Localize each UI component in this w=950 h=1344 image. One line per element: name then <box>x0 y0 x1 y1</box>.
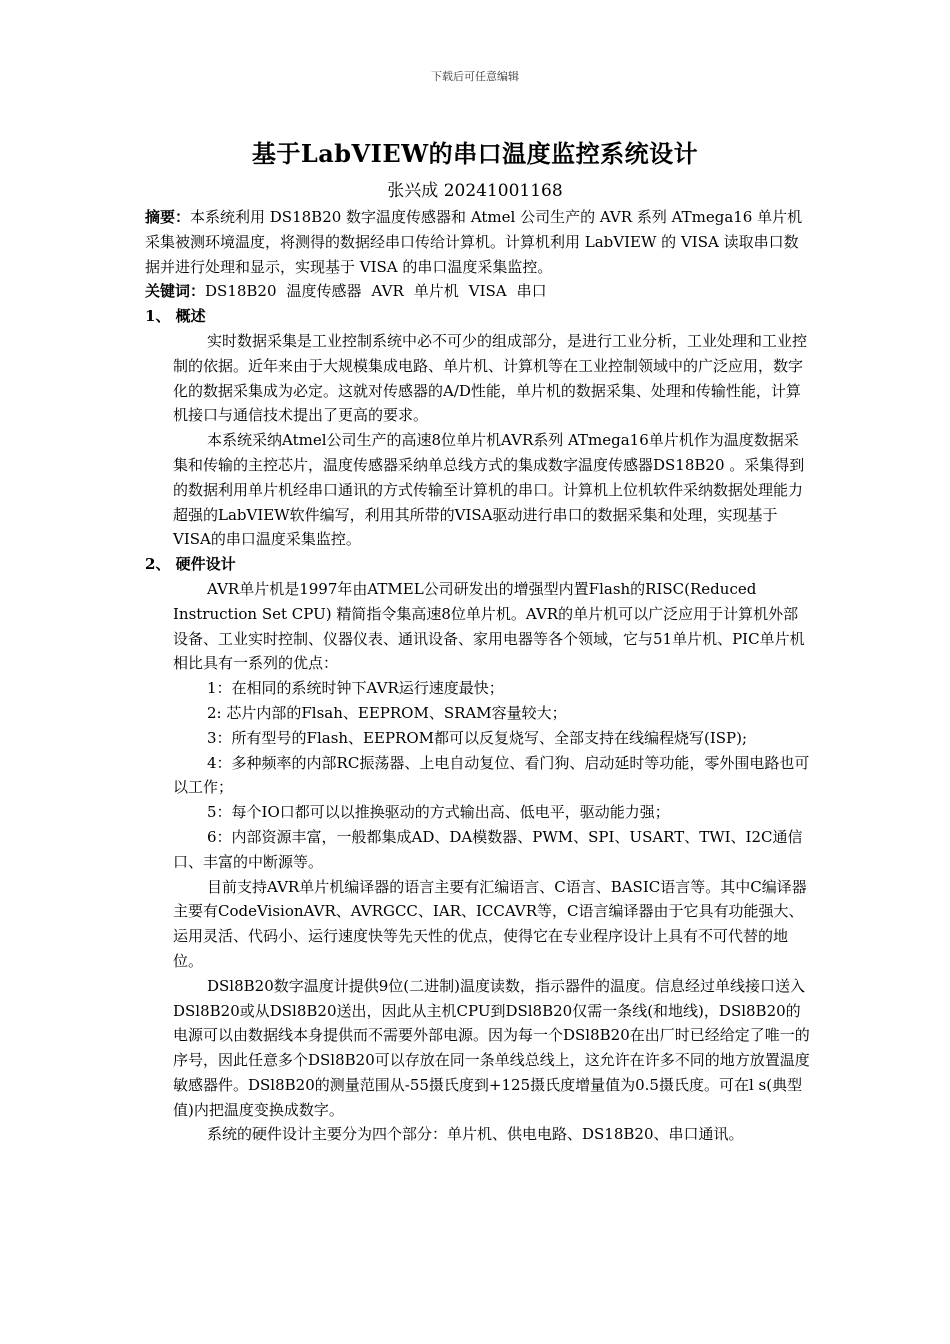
page-title: 基于LabVIEW的串口温度监控系统设计 <box>251 139 699 168</box>
list-item: 3：所有型号的Flash、EEPROM都可以反复烧写、全部支持在线编程烧写(ISP); <box>207 728 748 747</box>
keyword: 单片机 <box>413 282 459 301</box>
section-heading-hardware: 2、 硬件设计 <box>145 555 236 574</box>
keywords <box>145 279 810 304</box>
document-body <box>145 205 810 1147</box>
keyword: VISA <box>468 282 507 301</box>
paragraph: 本系统采纳Atmel公司生产的高速8位单片机AVR系列 ATmega16单片机作为温度数据采集和传输的主控芯片，温度传感器采纳单总线方式的集成数字温度传感器DS18B20 。采集得到的数据利用单片机经串口通讯的方式传输至计算机的串口。计算机上位机软件采纳数据处理能力超强的LabVIEW软件编写，利用其所带的VISA驱动进行串口的数据采集和处理，实现基于VISA的串口温度采集监控。 <box>173 431 805 549</box>
section-hardware <box>145 577 810 1147</box>
list-item: 2: 芯片内部的Flsah、EEPROM、SRAM容量较大； <box>207 703 567 722</box>
paragraph: DSl8B20数字温度计提供9位(二进制)温度读数，指示器件的温度。信息经过单线接口送入DSl8B20或从DSl8B20送出，因此从主机CPU到DSl8B20仅需一条线(和地线)，DSl8B20的电源可以由数据线本身提供而不需要外部电源。因为每一个DSl8B20在出厂时已经给定了唯一的序号，因此任意多个DSl8B20可以存放在同一条单线总线上，这允许在许多不同的地方放置温度敏感器件。DSl8B20的测量范围从-55摄氏度到+125摄氏度增量值为0.5摄氏度。可在l s(典型值)内把温度变换成数字。 <box>173 976 810 1119</box>
section-overview <box>145 329 810 552</box>
paragraph: 实时数据采集是工业控制系统中必不可少的组成部分，是进行工业分析，工业处理和工业控制的依据。近年来由于大规模集成电路、单片机、计算机等在工业控制领域中的广泛应用，数字化的数据采集成为必定。这就对传感器的A/D性能，单片机的数据采集、处理和传输性能，计算机接口与通信技术提出了更高的要求。 <box>173 331 808 425</box>
list-item: 6：内部资源丰富，一般都集成AD、DA模数器、PWM、SPI、USART、TWI、I2C通信口、丰富的中断源等。 <box>173 827 803 871</box>
keyword: AVR <box>371 282 404 301</box>
paragraph: AVR单片机是1997年由ATMEL公司研发出的增强型内置Flash的RISC(Reduced Instruction Set CPU) 精简指令集高速8位单片机。AVR的单片机可以广泛应用于计算机外部设备、工业实时控制、仪器仪表、通讯设备、家用电器等各个领域，它与51单片机、PIC单片机相比具有一系列的优点： <box>173 579 805 673</box>
section-heading-overview: 1、 概述 <box>145 307 206 326</box>
list-item: 1：在相同的系统时钟下AVR运行速度最快； <box>207 679 504 698</box>
abstract <box>145 205 810 279</box>
abstract-text: 本系统利用 DS18B20 数字温度传感器和 Atmel 公司生产的 AVR 系列 ATmega16 单片机采集被测环境温度，将测得的数据经串口传给计算机。计算机利用 LabVIEW 的 VISA 读取串口数据并进行处理和显示，实现基于 VISA 的串口温度采集监控。 <box>145 208 803 276</box>
paragraph: 目前支持AVR单片机编译器的语言主要有汇编语言、C语言、BASIC语言等。其中C编译器主要有CodeVisionAVR、AVRGCC、IAR、ICCAVR等，C语言编译器由于它具有功能强大、 运用灵活、代码小、运行速度快等先天性的优点，使得它在专业程序设计上具有不可代替的地位。 <box>173 877 807 970</box>
keywords-label: 关键词： <box>145 282 206 301</box>
abstract-label: 摘要： <box>145 208 191 226</box>
list-item: 4：多种频率的内部RC振荡器、上电自动复位、看门狗、启动延时等功能，零外围电路也可以工作； <box>173 753 810 797</box>
page-header: 下载后可任意编辑 <box>431 70 519 83</box>
keyword: 串口 <box>516 282 547 301</box>
list-item: 5：每个IO口都可以以推换驱动的方式输出高、低电平，驱动能力强； <box>207 803 670 822</box>
keyword: DS18B20 <box>205 282 277 301</box>
paragraph: 系统的硬件设计主要分为四个部分：单片机、供电电路、DS18B20、串口通讯。 <box>207 1125 744 1144</box>
author-line: 张兴成 20241001168 <box>387 181 563 201</box>
keyword: 温度传感器 <box>286 282 362 301</box>
